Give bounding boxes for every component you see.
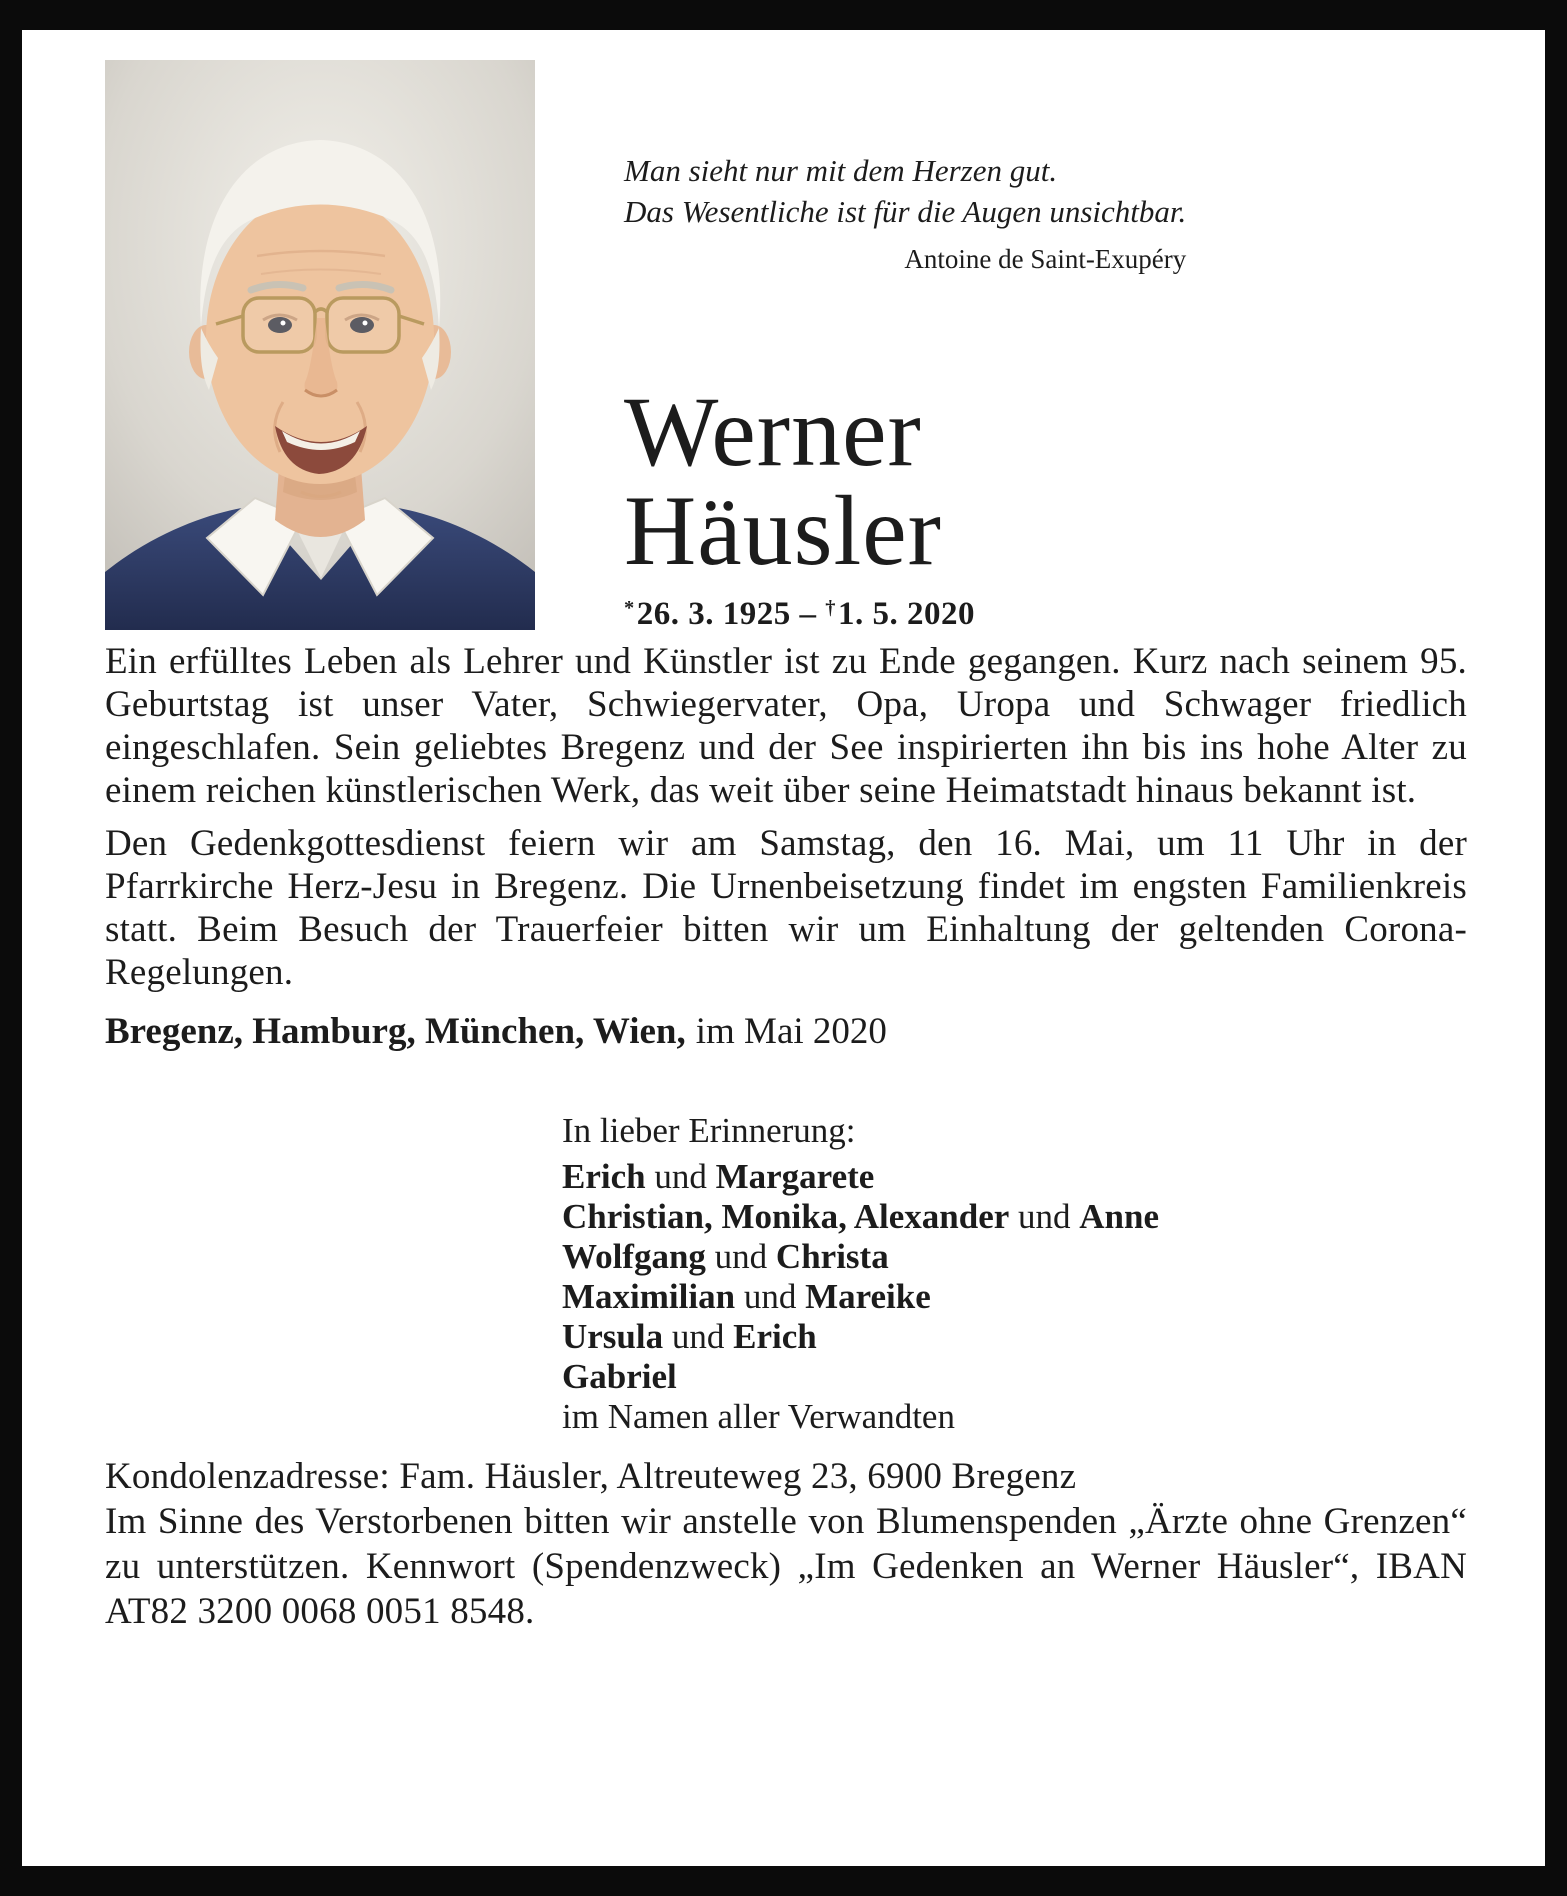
memorial-name: Christa — [775, 1237, 889, 1276]
obituary-paragraph-1: Ein erfülltes Leben als Lehrer und Künstler ist zu Ende gegangen. Kurz nach seinem 95. Geburtstag ist unser Vater, Schwiegervater, Opa, Uropa und Schwager friedlich eingeschlafen. Sein geliebtes Bregenz und der See inspirierten ihn bis ins hohe Alter zu einem reichen künstlerischen Werk, das weit über seine Heimatstadt hinaus bekannt ist. — [105, 641, 1467, 811]
memorial-name: Gabriel — [562, 1357, 677, 1396]
deceased-name-block — [624, 376, 975, 633]
portrait-illustration — [105, 60, 535, 630]
death-date: 1. 5. 2020 — [837, 596, 975, 632]
memorial-name: Mareike — [805, 1277, 931, 1316]
memorial-name: Erich — [562, 1157, 646, 1196]
deceased-last-name: Häusler — [624, 475, 942, 586]
memorial-line — [562, 1277, 1159, 1317]
memorial-name: Ursula — [562, 1317, 664, 1356]
memorial-text: und — [735, 1277, 806, 1316]
memorial-name: Anne — [1079, 1197, 1160, 1236]
obituary-paragraph-2: Den Gedenkgottesdienst feiern wir am Samstag, den 16. Mai, um 11 Uhr in der Pfarrkirche Herz-Jesu in Bregenz. Die Urnenbeisetzung findet im engsten Familienkreis statt. Beim Besuch der Trauerfeier bitten wir um Einhaltung der geltenden Corona-Regelungen. — [105, 823, 1467, 993]
memorial-text: und — [705, 1237, 776, 1276]
quote-line-2: Das Wesentliche ist für die Augen unsichtbar. — [624, 194, 1187, 229]
memorial-line — [562, 1357, 1159, 1397]
birth-date: 26. 3. 1925 — [636, 596, 791, 632]
memorial-line — [562, 1317, 1159, 1357]
dates-dash: – — [799, 596, 817, 632]
memorial-line — [562, 1237, 1159, 1277]
memorial-line — [562, 1397, 1159, 1437]
memorial-line — [562, 1197, 1159, 1237]
condolence-address: Kondolenzadresse: Fam. Häusler, Altreuteweg 23, 6900 Bregenz — [105, 1456, 1077, 1497]
donation-note: Im Sinne des Verstorbenen bitten wir anstelle von Blumenspenden „Ärzte ohne Grenzen“ zu unterstützen. Kennwort (Spendenzweck) „Im Gedenken an Werner Häusler“, IBAN AT82 3200 0068 0051 8548. — [105, 1501, 1467, 1632]
memorial-text: und — [663, 1317, 734, 1356]
death-symbol: † — [825, 596, 836, 619]
memorial-heading: In lieber Erinnerung: — [562, 1111, 856, 1150]
obituary-body — [105, 640, 1467, 1054]
memorial-name: Wolfgang — [562, 1237, 706, 1276]
portrait-photo — [105, 60, 535, 630]
memorial-name: Maximilian — [562, 1277, 736, 1316]
quote-line-1: Man sieht nur mit dem Herzen gut. — [624, 153, 1058, 188]
quote-block — [624, 150, 1186, 276]
memorial-name: Margarete — [715, 1157, 875, 1196]
footer-section — [105, 1454, 1467, 1634]
memorial-name: Christian, Monika, Alexander — [562, 1197, 1010, 1236]
birth-symbol: * — [624, 596, 635, 619]
memorial-line — [562, 1157, 1159, 1197]
memorial-list — [562, 1157, 1159, 1437]
memorial-text: und — [1009, 1197, 1080, 1236]
memorial-text: im Namen aller Verwandten — [562, 1397, 955, 1436]
places-line — [105, 1010, 1467, 1054]
memorial-name: Erich — [733, 1317, 817, 1356]
memorial-section — [562, 1110, 1159, 1437]
places-date: im Mai 2020 — [695, 1011, 887, 1052]
memorial-text: und — [645, 1157, 716, 1196]
places-cities: Bregenz, Hamburg, München, Wien, — [105, 1011, 686, 1052]
quote-attribution: Antoine de Saint-Exupéry — [904, 244, 1187, 274]
life-dates — [624, 596, 975, 633]
deceased-first-name: Werner — [624, 376, 922, 487]
